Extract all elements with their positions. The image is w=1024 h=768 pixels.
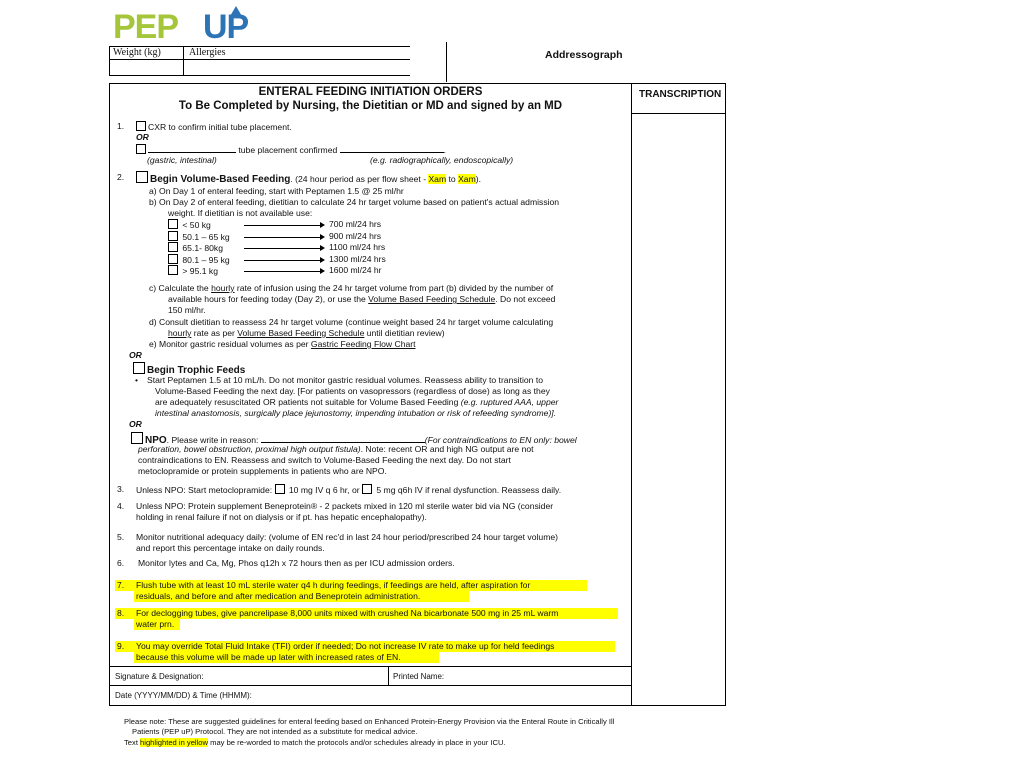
transcription-rule — [631, 113, 726, 114]
logo-pep: PEP — [113, 8, 179, 46]
form-subtitle: To Be Completed by Nursing, the Dietitian or MD and signed by an MD — [178, 100, 563, 112]
item8-l1: For declogging tubes, give pancrelipase 8,000 units mixed with crushed Na bicarbonate 500 mg in 25 mL warm — [136, 608, 559, 618]
item-number: 1. — [117, 121, 125, 131]
volume-feeding-checkbox[interactable] — [136, 171, 148, 183]
date-time-field[interactable]: Date (YYYY/MM/DD) & Time (HHMM): — [115, 691, 252, 700]
or-label: OR — [129, 419, 142, 429]
tube-placement-checkbox[interactable] — [136, 144, 146, 154]
weight-range: 65.1- 80kg — [182, 243, 224, 253]
footnote-l2: Patients (PEP uP) Protocol. They are not intended as a substitute for medical advice. — [132, 727, 418, 736]
item5-l2: and report this percentage intake on daily rounds. — [136, 543, 325, 553]
item2-heading — [136, 171, 481, 185]
cxr-checkbox[interactable] — [136, 121, 146, 131]
c2-pre: available hours for feeding today (Day 2), or use the — [168, 294, 369, 304]
npo-l2 — [138, 444, 534, 455]
trophic-l4: intestinal anastomosis, surgically place jejunostomy, impending intubation or risk of refeeding syndrome)]. — [155, 408, 557, 418]
signature-rule — [110, 685, 631, 686]
item1-hint2: (e.g. radiographically, endoscopically) — [370, 155, 514, 165]
volume-schedule-link[interactable]: Volume Based Feeding Schedule — [237, 328, 365, 338]
weight-label: Weight (kg) — [113, 47, 161, 58]
c1-hourly: hourly — [211, 283, 235, 293]
footnote-highlight: highlighted in yellow — [140, 738, 209, 747]
gastric-flow-chart-link[interactable]: Gastric Feeding Flow Chart — [310, 339, 416, 349]
item5-l1: Monitor nutritional adequacy daily: (volume of EN rec'd in last 24 hour period/prescribed 24 hour target volume) — [136, 532, 559, 542]
item3 — [136, 484, 561, 496]
item2-head: Begin Volume-Based Feeding — [150, 174, 291, 185]
arrow-icon — [244, 260, 321, 261]
signature-rule — [110, 666, 631, 667]
weight-checkbox[interactable] — [168, 254, 178, 264]
item-number: 7. — [117, 580, 125, 590]
weight-row — [168, 265, 218, 277]
weight-volume: 700 ml/24 hrs — [329, 219, 382, 229]
item-number: 9. — [117, 641, 125, 651]
printed-name-field[interactable]: Printed Name: — [393, 672, 445, 681]
e-pre: e) Monitor gastric residual volumes as per — [149, 339, 311, 349]
arrow-icon — [244, 248, 321, 249]
logo-arrow-icon — [229, 6, 243, 18]
weight-checkbox[interactable] — [168, 219, 178, 229]
trophic-l2: Volume-Based Feeding the next day. [For patients on vasopressors (regardless of dose) as long as they — [155, 386, 550, 396]
weight-volume: 1300 ml/24 hrs — [329, 254, 386, 264]
item2-c3: 150 ml/hr. — [168, 305, 206, 315]
weight-range: > 95.1 kg — [182, 266, 218, 276]
npo-l3: contraindications to EN. Reassess and switch to Volume-Based Feeding the next day. Do not start — [138, 455, 511, 465]
item1-a-text: CXR to confirm initial tube placement. — [148, 122, 292, 132]
c2-post: . Do not exceed — [495, 294, 556, 304]
weight-volume: 900 ml/24 hrs — [329, 231, 382, 241]
d2-post: until dietitian review) — [364, 328, 445, 338]
trophic-heading — [133, 362, 245, 376]
header-rule — [446, 42, 447, 82]
npo-l2-post: . Note: recent OR and high NG output are not — [360, 444, 534, 454]
weight-range: < 50 kg — [182, 220, 211, 230]
item-number: 6. — [117, 558, 125, 568]
item1-b-text: tube placement confirmed — [238, 145, 338, 155]
trophic-l3-it: (e.g. ruptured AAA, upper — [460, 397, 559, 407]
item8-l2: water prn. — [136, 619, 175, 629]
form-title: ENTERAL FEEDING INITIATION ORDERS — [258, 86, 483, 98]
item2-to: to — [446, 174, 459, 184]
addressograph-label: Addressograph — [545, 49, 623, 61]
item2-e — [149, 339, 416, 350]
item2-c2 — [168, 294, 555, 305]
header-rule — [109, 46, 110, 76]
item2-d2 — [168, 328, 445, 339]
footnote-l3 — [124, 738, 506, 748]
npo-l2-it: perforation, bowel obstruction, proximal high output fistula) — [138, 444, 361, 454]
item2-head-rest: . (24 hour period as per flow sheet - — [290, 174, 429, 184]
arrow-icon — [244, 225, 321, 226]
npo-l1-it: (For contraindications to EN only: bowel — [424, 435, 577, 445]
item2-d1: d) Consult dietitian to reassess 24 hr target volume (continue weight based 24 hr target volume calculating — [149, 317, 554, 327]
or-label: OR — [136, 132, 149, 142]
item1-line-a — [136, 121, 292, 133]
trophic-l3 — [155, 397, 558, 408]
item4-l2: holding in renal failure if not on dialysis or if pt. has hepatic encephalopathy). — [136, 512, 427, 522]
npo-reason-blank[interactable] — [261, 435, 425, 443]
item2-close: ). — [475, 174, 481, 184]
weight-range: 50.1 – 65 kg — [182, 232, 230, 242]
c1-post: rate of infusion using the 24 hr target volume from part (b) divided by the number of — [234, 283, 554, 293]
item-number: 4. — [117, 501, 125, 511]
item7-l1: Flush tube with at least 10 mL sterile water q4 h during feedings, if feedings are held, after aspiration for — [136, 580, 531, 590]
weight-range: 80.1 – 95 kg — [182, 255, 230, 265]
item7-l2: residuals, and before and after medication and Beneprotein administration. — [136, 591, 421, 601]
footnote-l3-post: may be re-worded to match the protocols and/or schedules already in place in your ICU. — [208, 738, 506, 747]
header-rule — [109, 75, 410, 76]
trophic-checkbox[interactable] — [133, 362, 145, 374]
item1-hint1: (gastric, intestinal) — [147, 155, 217, 165]
footnote-l3-pre: Text — [124, 738, 141, 747]
npo-head: NPO — [145, 435, 167, 446]
item-number: 3. — [117, 484, 125, 494]
header-rule — [183, 46, 184, 76]
item1-line-b: tube placement confirmed . — [136, 144, 446, 156]
item-number: 8. — [117, 608, 125, 618]
allergies-label: Allergies — [189, 47, 226, 58]
xam-start: Xam — [428, 174, 447, 184]
i3-o1: 10 mg IV q 6 hr, or — [286, 485, 362, 495]
item4-l1: Unless NPO: Protein supplement Beneprotein® - 2 packets mixed in 120 ml sterile water bid via NG (consider — [136, 501, 554, 511]
bullet-icon: • — [135, 375, 139, 385]
weight-volume: 1100 ml/24 hrs — [329, 242, 386, 252]
arrow-icon — [244, 237, 321, 238]
confirmation-blank[interactable] — [340, 145, 444, 153]
weight-checkbox[interactable] — [168, 231, 178, 241]
npo-checkbox[interactable] — [131, 432, 143, 444]
item-number: 5. — [117, 532, 125, 542]
weight-row — [168, 242, 223, 254]
transcription-header: TRANSCRIPTION — [639, 89, 722, 100]
i3-pre: Unless NPO: Start metoclopramide: — [136, 485, 275, 495]
signature-field[interactable]: Signature & Designation: — [115, 672, 204, 681]
xam-end: Xam — [458, 174, 476, 184]
trophic-l1: Start Peptamen 1.5 at 10 mL/h. Do not monitor gastric residual volumes. Reassess ability to transition to — [147, 375, 543, 385]
weight-checkbox[interactable] — [168, 265, 178, 275]
footnote-l1: Please note: These are suggested guidelines for enteral feeding based on Enhanced Protein-Energy Provision via the Enteral Route in Critically Ill — [124, 717, 615, 726]
weight-volume: 1600 ml/24 hr — [329, 265, 382, 275]
d2-hourly: hourly — [168, 328, 192, 338]
or-label: OR — [129, 350, 142, 360]
weight-row — [168, 219, 211, 231]
d2-mid: rate as per — [191, 328, 238, 338]
item6: Monitor lytes and Ca, Mg, Phos q12h x 72 hours then as per ICU admission orders. — [138, 558, 455, 568]
logo-up: UP — [203, 8, 249, 46]
volume-schedule-link[interactable]: Volume Based Feeding Schedule — [368, 294, 496, 304]
tube-type-blank[interactable] — [148, 145, 236, 153]
transcription-divider — [631, 83, 632, 706]
trophic-l3-pre: are adequately resuscitated OR patients not suitable for Volume Based Feeding — [155, 397, 461, 407]
item-number: 2. — [117, 172, 125, 182]
i3-o2: 5 mg q6h IV if renal dysfunction. Reassess daily. — [374, 485, 562, 495]
item2-b1: b) On Day 2 of enteral feeding, dietitian to calculate 24 hr target volume based on patient's actual admission — [149, 197, 560, 207]
signature-divider — [388, 666, 389, 685]
item2-a: a) On Day 1 of enteral feeding, start with Peptamen 1.5 @ 25 ml/hr — [149, 186, 404, 196]
item2-c1 — [149, 283, 553, 294]
trophic-head: Begin Trophic Feeds — [147, 365, 246, 376]
metoclopramide-10mg-checkbox[interactable] — [275, 484, 285, 494]
npo-l1-pre: . Please write in reason: — [166, 435, 261, 445]
item9-l1: You may override Total Fluid Intake (TFI) order if needed; Do not increase IV rate to make up for held feedings — [136, 641, 555, 651]
npo-l4: metoclopramide or protein supplements in patients who are NPO. — [138, 466, 387, 476]
item2-b2: weight. If dietitian is not available use: — [168, 208, 313, 218]
weight-checkbox[interactable] — [168, 242, 178, 252]
header-rule — [109, 59, 410, 60]
c1-pre: c) Calculate the — [149, 283, 212, 293]
metoclopramide-5mg-checkbox[interactable] — [362, 484, 372, 494]
arrow-icon — [244, 271, 321, 272]
item9-l2: because this volume will be made up later with increased rates of EN. — [136, 652, 401, 662]
